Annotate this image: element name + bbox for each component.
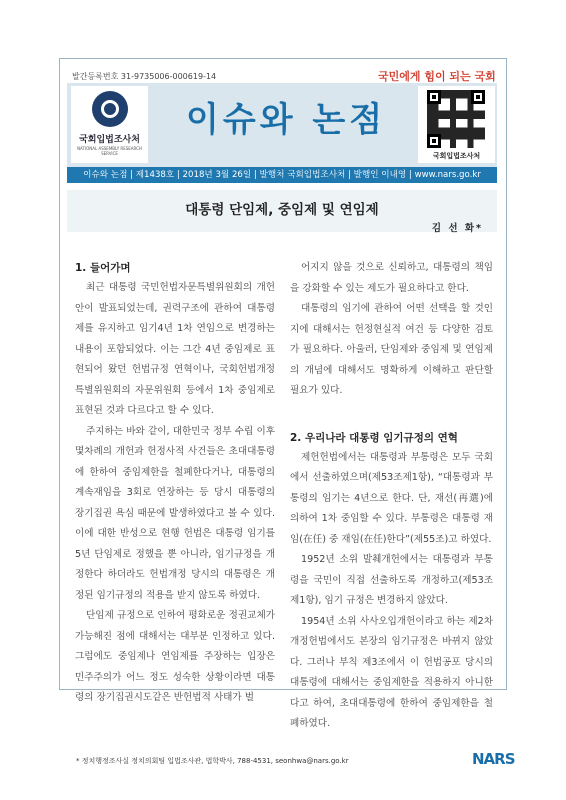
nars-logo [71,86,148,163]
paragraph: 1952년 소위 발췌개헌에서는 대통령과 부통령을 국민이 직접 선출하도록 개정하고(제53조제1항), 임기 규정은 변경하지 않았다. [290,554,493,606]
paragraph: 주지하는 바와 같이, 대한민국 정부 수립 이후 몇차례의 개헌과 헌정사적 사건들은 초대대통령에 한하여 중임제한을 철폐한다거나, 대통령의 계속재임을 3회로 연장하는 등 당시 대통령의 장기집권 욕심 때문에 발생하였다고 볼 수 있다. 이에 대한 반성으로 현행 헌법은 대통령 임기를 5년 단임제로 정했을 뿐 아니라, 임기규정을 개정한다 하더라도 헌법개정 당시의 대통령은 개정된 임기규정의 적용을 받지 않도록 하였다. [75,425,275,601]
section-heading: 1. 들어가며 [75,262,131,274]
article-author: 김 선 화* [431,223,483,234]
qr-caption: 국회입법조사처 [432,152,481,160]
logo-name-en: NATIONAL ASSEMBLY RESEARCH SERVICE [77,146,142,156]
paragraph: 단임제 규정으로 인하여 평화로운 정권교체가 가능해진 점에 대해서는 대부분 인정하고 있다. 그럼에도 중임제나 연임제를 주장하는 입장은 민주주의가 어느 정도 성숙한 상황이라면 대통령의 장기집권시도같은 반헌법적 사태가 벌 [75,610,275,703]
paragraph: 어지지 않을 것으로 신뢰하고, 대통령의 책임을 강화할 수 있는 제도가 필요하다고 한다. [290,262,493,294]
title-area [67,190,497,232]
left-column [75,258,275,709]
nars-footer-logo [472,750,515,768]
logo-name-ko: 국회입법조사처 [79,135,140,145]
qr-code [418,86,495,163]
paragraph: 대통령의 임기에 관하여 어떤 선택을 할 것인지에 대해서는 헌정현실적 여건 등 다양한 검토가 필요하다. 아울러, 단임제와 중임제 및 연임제의 개념에 대해서도 명확하게 이해하고 판단할 필요가 있다. [290,303,493,396]
logo-rs: RS [494,750,515,768]
paragraph: 최근 대통령 국민헌법자문특별위원회의 개헌안이 발표되었는데, 권력구조에 관하여 대통령제를 유지하고 임기4년 1차 연임으로 변경하는 내용이 포함되었다. 이는 그간 4년 중임제로 표현되어 왔던 헌법규정 연혁이나, 국회헌법개정특별위원회의 자문위원회 등에서 1차 중임제로 표현된 것과 다르다고 할 수 있다. [75,282,275,416]
article-title: 대통령 단임제, 중임제 및 연임제 [185,202,379,218]
masthead-title: 이슈와 논점 [186,100,387,140]
logo-na: NA [472,750,495,768]
paragraph: 제헌헌법에서는 대통령과 부통령은 모두 국회에서 선출하였으며(제53조제1항), “대통령과 부통령의 임기는 4년으로 한다. 단, 재선(再選)에 의하여 1차 중임할 수 있다. 부통령은 대통령 재임(在任) 중 재임(在任)한다”(제55조)고 하였다. [290,451,493,545]
footnote: * 정치행정조사실 정치의회팀 입법조사관, 법학박사, 788-4531, seonhwa@nars.go.kr [76,757,349,765]
section-heading: 2. 우리나라 대통령 임기규정의 연혁 [290,431,458,444]
nars-emblem-icon [92,91,128,127]
right-column [290,258,493,735]
info-bar: 이슈와 논점 | 제1438호 | 2018년 3월 26일 | 발행처 국회입법조사처 | 발행인 이내영 | www.nars.go.kr [67,167,497,183]
slogan: 국민에게 힘이 되는 국회 [378,70,496,83]
registration-number: 발간등록번호 31-9735006-000619-14 [72,72,217,81]
paragraph: 1954년 소위 사사오입개헌이라고 하는 제2차 개정헌법에서도 본장의 임기규정은 바뀌지 않았다. 그러나 부칙 제3조에서 이 헌법공포 당시의 대통령에 대해서는 중임제한을 적용하지 아니한다고 하여, 초대대통령에 한하여 중임제한을 철폐하였다. [290,615,493,729]
